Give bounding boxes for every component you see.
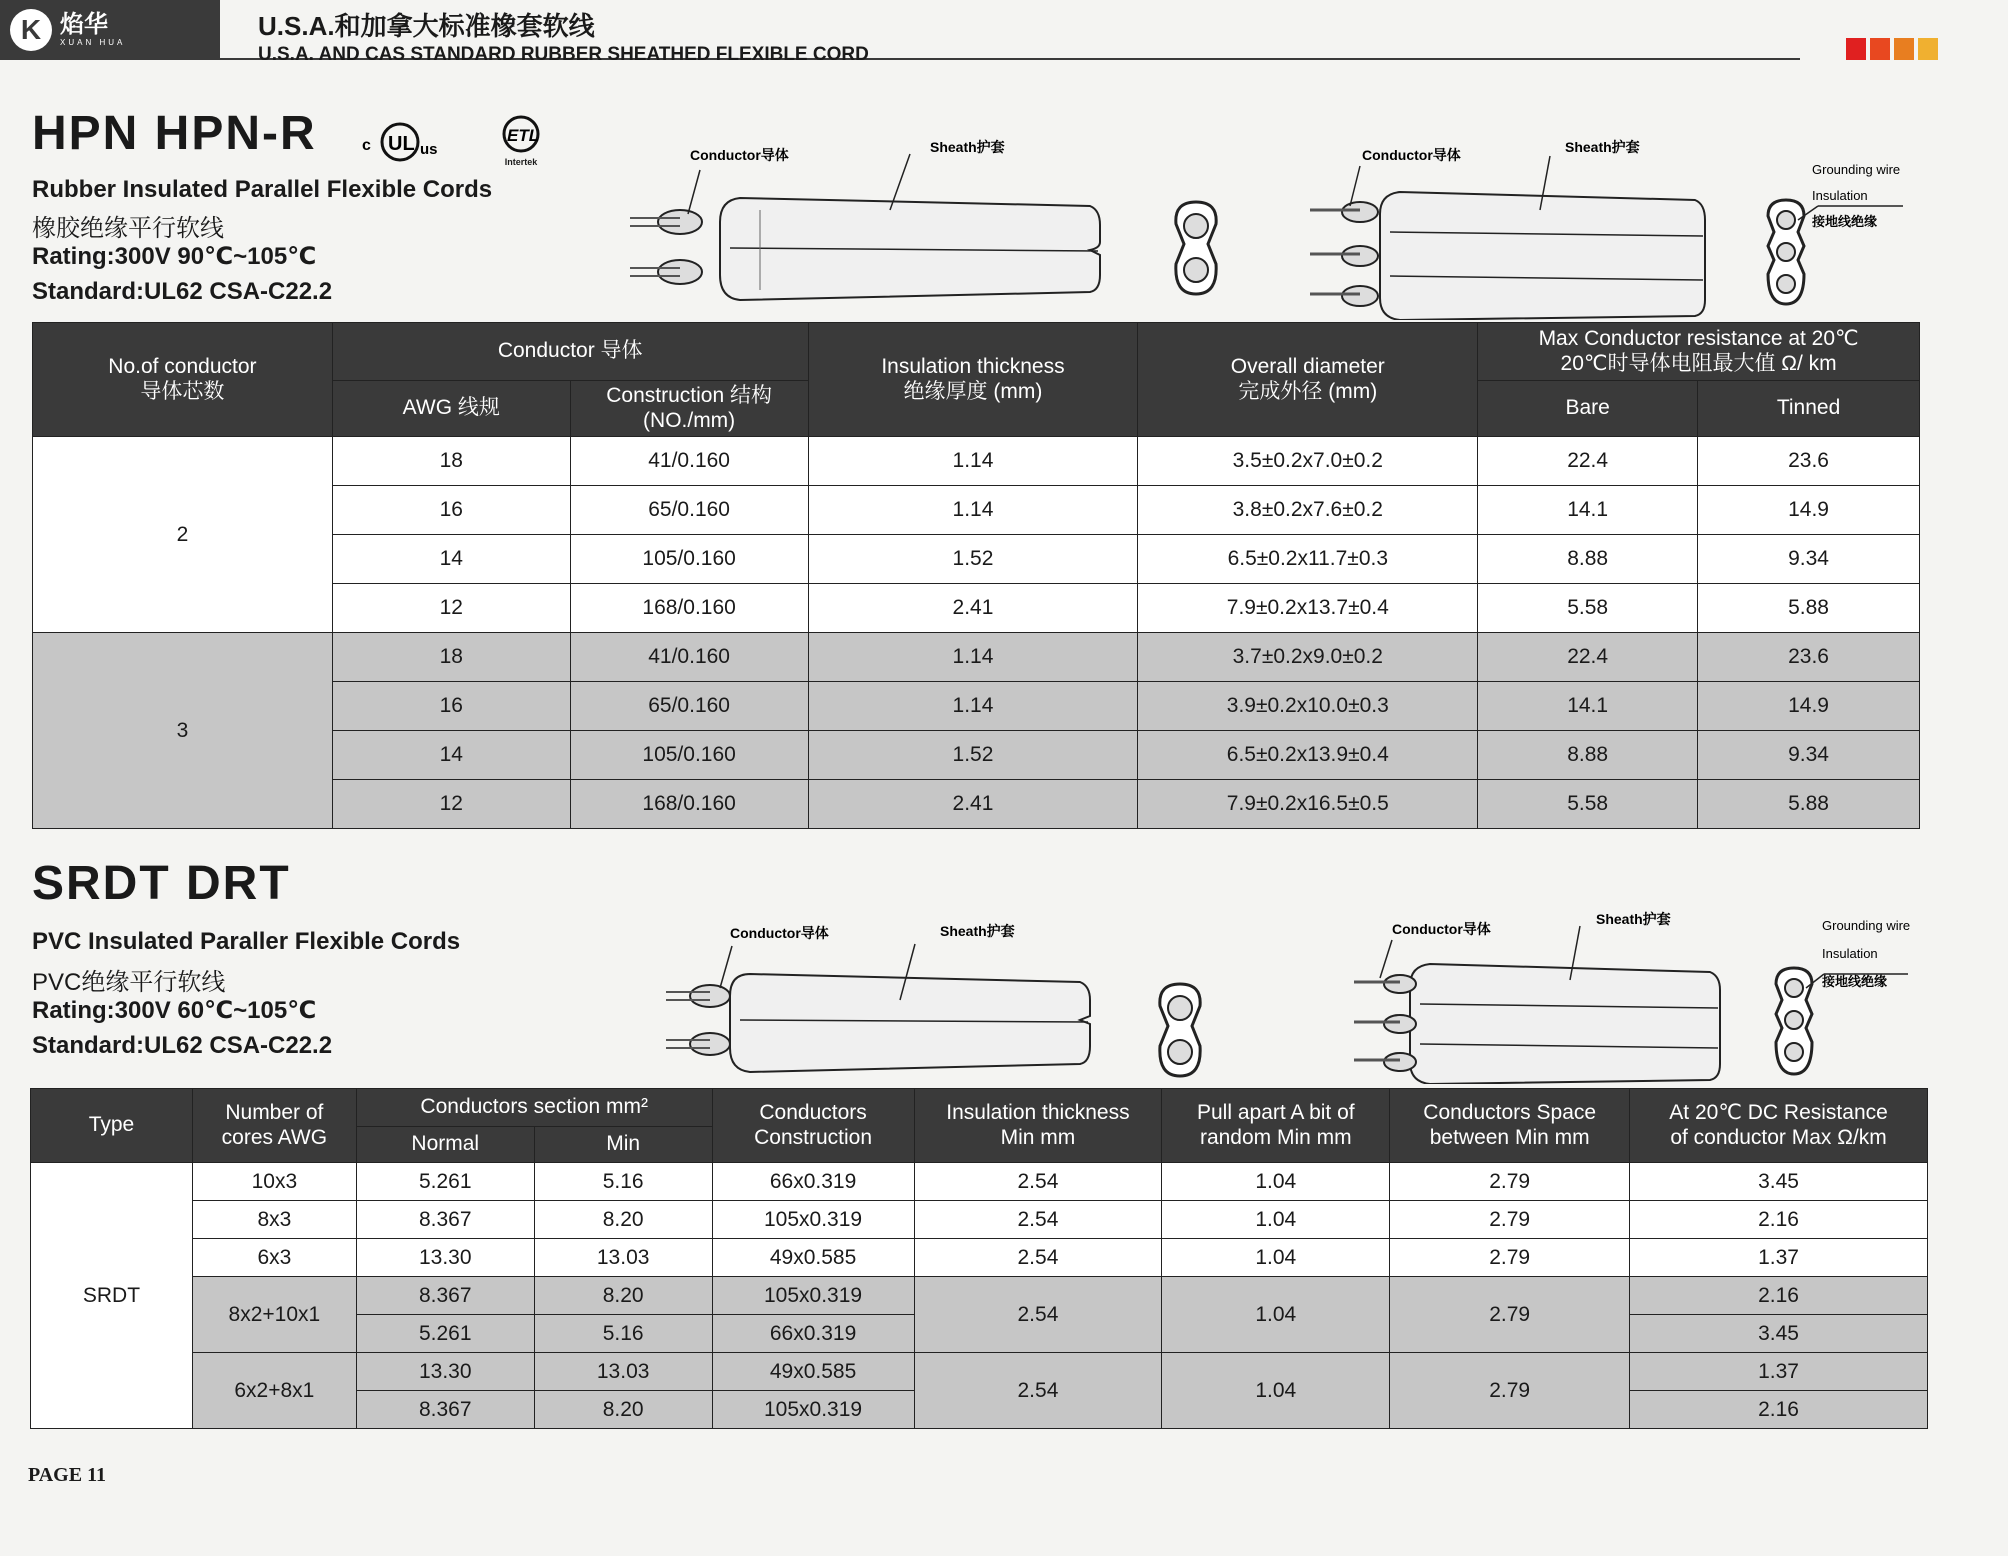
table-row xyxy=(33,437,1920,486)
col-conductor: Conductor 导体 xyxy=(332,323,808,381)
cell-normal: 13.30 xyxy=(356,1239,534,1277)
svg-text:ETL: ETL xyxy=(507,126,540,145)
cell-construction: 65/0.160 xyxy=(570,486,808,535)
cell-space: 2.79 xyxy=(1390,1201,1630,1239)
hpn-3core-diagram xyxy=(1300,130,1720,320)
cell-construction: 168/0.160 xyxy=(570,584,808,633)
col-awg: AWG 线规 xyxy=(332,381,570,437)
hpn-spec-table xyxy=(32,322,1920,829)
cell-res: 3.45 xyxy=(1630,1163,1928,1201)
cell-bare: 5.58 xyxy=(1478,584,1698,633)
cell-pull: 1.04 xyxy=(1162,1277,1390,1353)
cell-construction: 41/0.160 xyxy=(570,633,808,682)
cell-overall: 7.9±0.2x16.5±0.5 xyxy=(1138,780,1478,829)
table-row xyxy=(31,1201,1928,1239)
page-title-cn: U.S.A.和加拿大标准橡套软线 xyxy=(258,11,595,41)
cell-awg: 12 xyxy=(332,780,570,829)
col-no-conductor: No.of conductor 导体芯数 xyxy=(33,323,333,437)
cell-bare: 14.1 xyxy=(1478,486,1698,535)
col-min: Min xyxy=(534,1127,712,1163)
cell-cores: 8x3 xyxy=(192,1201,356,1239)
cell-tinned: 23.6 xyxy=(1698,633,1920,682)
table-row xyxy=(31,1277,1928,1315)
ul-cert xyxy=(360,120,440,164)
cell-awg: 14 xyxy=(332,731,570,780)
cell-min: 5.16 xyxy=(534,1163,712,1201)
cell-res: 2.16 xyxy=(1630,1201,1928,1239)
cell-bare: 14.1 xyxy=(1478,682,1698,731)
col-construction: Construction 结构 (NO./mm) xyxy=(570,381,808,437)
cell-insulation: 1.14 xyxy=(808,633,1138,682)
srdt-subtitle-cn: PVC绝缘平行软线 xyxy=(32,969,226,996)
cell-pull: 1.04 xyxy=(1162,1353,1390,1429)
page-number: PAGE 11 xyxy=(28,1464,106,1486)
page-title-en: U.S.A. AND CAS STANDARD RUBBER SHEATHED FLEXIBLE CORD xyxy=(258,44,869,65)
cell-construction: 41/0.160 xyxy=(570,437,808,486)
cell-overall: 3.8±0.2x7.6±0.2 xyxy=(1138,486,1478,535)
accent-square-4 xyxy=(1918,38,1938,60)
col-section: Conductors section mm² xyxy=(356,1089,712,1127)
cell-bare: 22.4 xyxy=(1478,633,1698,682)
srdt-grounding-label: Grounding wire xyxy=(1822,918,1911,933)
cell-overall: 3.5±0.2x7.0±0.2 xyxy=(1138,437,1478,486)
hpn-subtitle-en: Rubber Insulated Parallel Flexible Cords xyxy=(32,176,493,203)
accent-square-3 xyxy=(1894,38,1914,60)
hpn-2core-diagram xyxy=(620,130,1240,320)
srdt-3core-diagram xyxy=(1340,904,1730,1084)
col-space: Conductors Space between Min mm xyxy=(1390,1089,1630,1163)
col-overall: Overall diameter 完成外径 (mm) xyxy=(1138,323,1478,437)
cell-min: 8.20 xyxy=(534,1201,712,1239)
cell-tinned: 9.34 xyxy=(1698,535,1920,584)
srdt-2core-diagram xyxy=(660,916,1100,1086)
cell-res: 1.37 xyxy=(1630,1353,1928,1391)
srdt-insulation-label: Insulation xyxy=(1822,946,1878,961)
cell-insulation: 2.41 xyxy=(808,584,1138,633)
hpn-ground-cn-label: 接地线绝缘 xyxy=(1812,214,1878,229)
col-construction: Conductors Construction xyxy=(712,1089,914,1163)
svg-text:UL: UL xyxy=(388,133,415,155)
cell-overall: 6.5±0.2x13.9±0.4 xyxy=(1138,731,1478,780)
svg-text:c: c xyxy=(362,137,371,154)
table-row xyxy=(31,1353,1928,1391)
col-tinned: Tinned xyxy=(1698,381,1920,437)
col-insulation: Insulation thickness 绝缘厚度 (mm) xyxy=(808,323,1138,437)
cell-construction: 49x0.585 xyxy=(712,1239,914,1277)
cell-insulation: 1.14 xyxy=(808,486,1138,535)
hpn2-conductor-label: Conductor导体 xyxy=(690,147,789,163)
cell-min: 5.16 xyxy=(534,1315,712,1353)
cell-space: 2.79 xyxy=(1390,1163,1630,1201)
cell-construction: 105/0.160 xyxy=(570,731,808,780)
col-insulation: Insulation thickness Min mm xyxy=(914,1089,1162,1163)
srdt3-sheath-label: Sheath护套 xyxy=(1596,911,1671,927)
intertek-label: Intertek xyxy=(504,157,538,167)
cell-construction: 105x0.319 xyxy=(712,1277,914,1315)
cell-normal: 5.261 xyxy=(356,1163,534,1201)
cell-space: 2.79 xyxy=(1390,1239,1630,1277)
cell-construction: 66x0.319 xyxy=(712,1163,914,1201)
ul-cert-icon xyxy=(360,120,440,164)
cell-bare: 5.58 xyxy=(1478,780,1698,829)
cell-normal: 8.367 xyxy=(356,1201,534,1239)
cell-bare: 8.88 xyxy=(1478,535,1698,584)
cell-tinned: 5.88 xyxy=(1698,584,1920,633)
cell-space: 2.79 xyxy=(1390,1277,1630,1353)
svg-text:us: us xyxy=(420,141,438,158)
cell-min: 13.03 xyxy=(534,1353,712,1391)
srdt-2core-section xyxy=(1152,980,1208,1080)
brand-name-cn: 焰华 xyxy=(60,11,108,39)
cell-cores: 2 xyxy=(33,437,333,633)
cell-res: 2.16 xyxy=(1630,1391,1928,1429)
srdt-title: SRDT DRT xyxy=(32,857,291,910)
srdt-spec-table xyxy=(30,1088,1928,1429)
table-row xyxy=(33,633,1920,682)
cell-tinned: 23.6 xyxy=(1698,437,1920,486)
cell-insulation: 2.54 xyxy=(914,1163,1162,1201)
hpn-subtitle-cn: 橡胶绝缘平行软线 xyxy=(32,215,224,242)
cell-construction: 105/0.160 xyxy=(570,535,808,584)
hpn-3core-section xyxy=(1758,154,2008,314)
cell-pull: 1.04 xyxy=(1162,1239,1390,1277)
cell-overall: 6.5±0.2x11.7±0.3 xyxy=(1138,535,1478,584)
col-bare: Bare xyxy=(1478,381,1698,437)
hpn-grounding-label: Grounding wire xyxy=(1812,162,1901,177)
cell-res: 1.37 xyxy=(1630,1239,1928,1277)
cell-tinned: 5.88 xyxy=(1698,780,1920,829)
cell-awg: 16 xyxy=(332,682,570,731)
srdt-subtitle-en: PVC Insulated Paraller Flexible Cords xyxy=(32,928,461,955)
cell-min: 8.20 xyxy=(534,1391,712,1429)
hpn2-sheath-label: Sheath护套 xyxy=(930,139,1005,155)
col-pull: Pull apart A bit of random Min mm xyxy=(1162,1089,1390,1163)
cell-space: 2.79 xyxy=(1390,1353,1630,1429)
col-normal: Normal xyxy=(356,1127,534,1163)
table-row xyxy=(31,1239,1928,1277)
cell-cores: 6x2+8x1 xyxy=(192,1353,356,1429)
hpn3-conductor-label: Conductor导体 xyxy=(1362,147,1461,163)
cell-construction: 65/0.160 xyxy=(570,682,808,731)
cell-pull: 1.04 xyxy=(1162,1163,1390,1201)
cell-construction: 66x0.319 xyxy=(712,1315,914,1353)
accent-square-1 xyxy=(1846,38,1866,60)
cell-tinned: 14.9 xyxy=(1698,486,1920,535)
cell-cores: 6x3 xyxy=(192,1239,356,1277)
brand-logo xyxy=(0,0,220,60)
cell-awg: 12 xyxy=(332,584,570,633)
srdt2-conductor-label: Conductor导体 xyxy=(730,925,829,941)
cell-construction: 49x0.585 xyxy=(712,1353,914,1391)
cell-tinned: 14.9 xyxy=(1698,682,1920,731)
cell-cores: 3 xyxy=(33,633,333,829)
hpn-insulation-label: Insulation xyxy=(1812,188,1868,203)
srdt-ground-cn-label: 接地线绝缘 xyxy=(1822,974,1888,989)
col-cores: Number of cores AWG xyxy=(192,1089,356,1163)
hpn-title: HPN HPN-R xyxy=(32,107,317,160)
cell-insulation: 1.14 xyxy=(808,682,1138,731)
hpn-standard: Standard:UL62 CSA-C22.2 xyxy=(32,278,333,305)
srdt-3core-section xyxy=(1768,914,1998,1084)
accent-square-2 xyxy=(1870,38,1890,60)
col-type: Type xyxy=(31,1089,193,1163)
cell-insulation: 2.41 xyxy=(808,780,1138,829)
col-maxres: Max Conductor resistance at 20℃ 20℃时导体电阻最大值 Ω/ km xyxy=(1478,323,1920,381)
cell-insulation: 2.54 xyxy=(914,1201,1162,1239)
cell-type: SRDT xyxy=(31,1163,193,1429)
srdt2-sheath-label: Sheath护套 xyxy=(940,923,1015,939)
hpn-rating: Rating:300V 90℃~105℃ xyxy=(32,243,317,270)
cell-insulation: 2.54 xyxy=(914,1353,1162,1429)
cell-normal: 8.367 xyxy=(356,1277,534,1315)
cell-normal: 8.367 xyxy=(356,1391,534,1429)
cell-awg: 18 xyxy=(332,633,570,682)
cell-min: 8.20 xyxy=(534,1277,712,1315)
cell-cores: 10x3 xyxy=(192,1163,356,1201)
cell-overall: 7.9±0.2x13.7±0.4 xyxy=(1138,584,1478,633)
cell-tinned: 9.34 xyxy=(1698,731,1920,780)
cell-insulation: 2.54 xyxy=(914,1239,1162,1277)
cell-awg: 16 xyxy=(332,486,570,535)
cell-overall: 3.9±0.2x10.0±0.3 xyxy=(1138,682,1478,731)
cell-overall: 3.7±0.2x9.0±0.2 xyxy=(1138,633,1478,682)
cell-pull: 1.04 xyxy=(1162,1201,1390,1239)
cell-bare: 22.4 xyxy=(1478,437,1698,486)
col-resistance: At 20℃ DC Resistance of conductor Max Ω/km xyxy=(1630,1089,1928,1163)
hpn3-sheath-label: Sheath护套 xyxy=(1565,139,1640,155)
etl-cert-icon xyxy=(496,114,546,154)
cell-min: 13.03 xyxy=(534,1239,712,1277)
cell-insulation: 1.52 xyxy=(808,535,1138,584)
cell-res: 3.45 xyxy=(1630,1315,1928,1353)
cell-bare: 8.88 xyxy=(1478,731,1698,780)
cell-cores: 8x2+10x1 xyxy=(192,1277,356,1353)
etl-cert xyxy=(496,114,546,167)
cell-insulation: 1.52 xyxy=(808,731,1138,780)
cell-construction: 105x0.319 xyxy=(712,1201,914,1239)
cell-awg: 18 xyxy=(332,437,570,486)
brand-name-en: XUAN HUA xyxy=(60,37,126,47)
cell-awg: 14 xyxy=(332,535,570,584)
cell-normal: 5.261 xyxy=(356,1315,534,1353)
cell-insulation: 2.54 xyxy=(914,1277,1162,1353)
hpn-2core-section xyxy=(1168,198,1224,298)
srdt3-conductor-label: Conductor导体 xyxy=(1392,921,1491,937)
cell-construction: 168/0.160 xyxy=(570,780,808,829)
brand-mark-icon: K xyxy=(10,9,52,51)
table-row xyxy=(31,1163,1928,1201)
srdt-rating: Rating:300V 60℃~105℃ xyxy=(32,997,317,1024)
cell-construction: 105x0.319 xyxy=(712,1391,914,1429)
cell-res: 2.16 xyxy=(1630,1277,1928,1315)
cell-insulation: 1.14 xyxy=(808,437,1138,486)
srdt-standard: Standard:UL62 CSA-C22.2 xyxy=(32,1032,333,1059)
cell-normal: 13.30 xyxy=(356,1353,534,1391)
